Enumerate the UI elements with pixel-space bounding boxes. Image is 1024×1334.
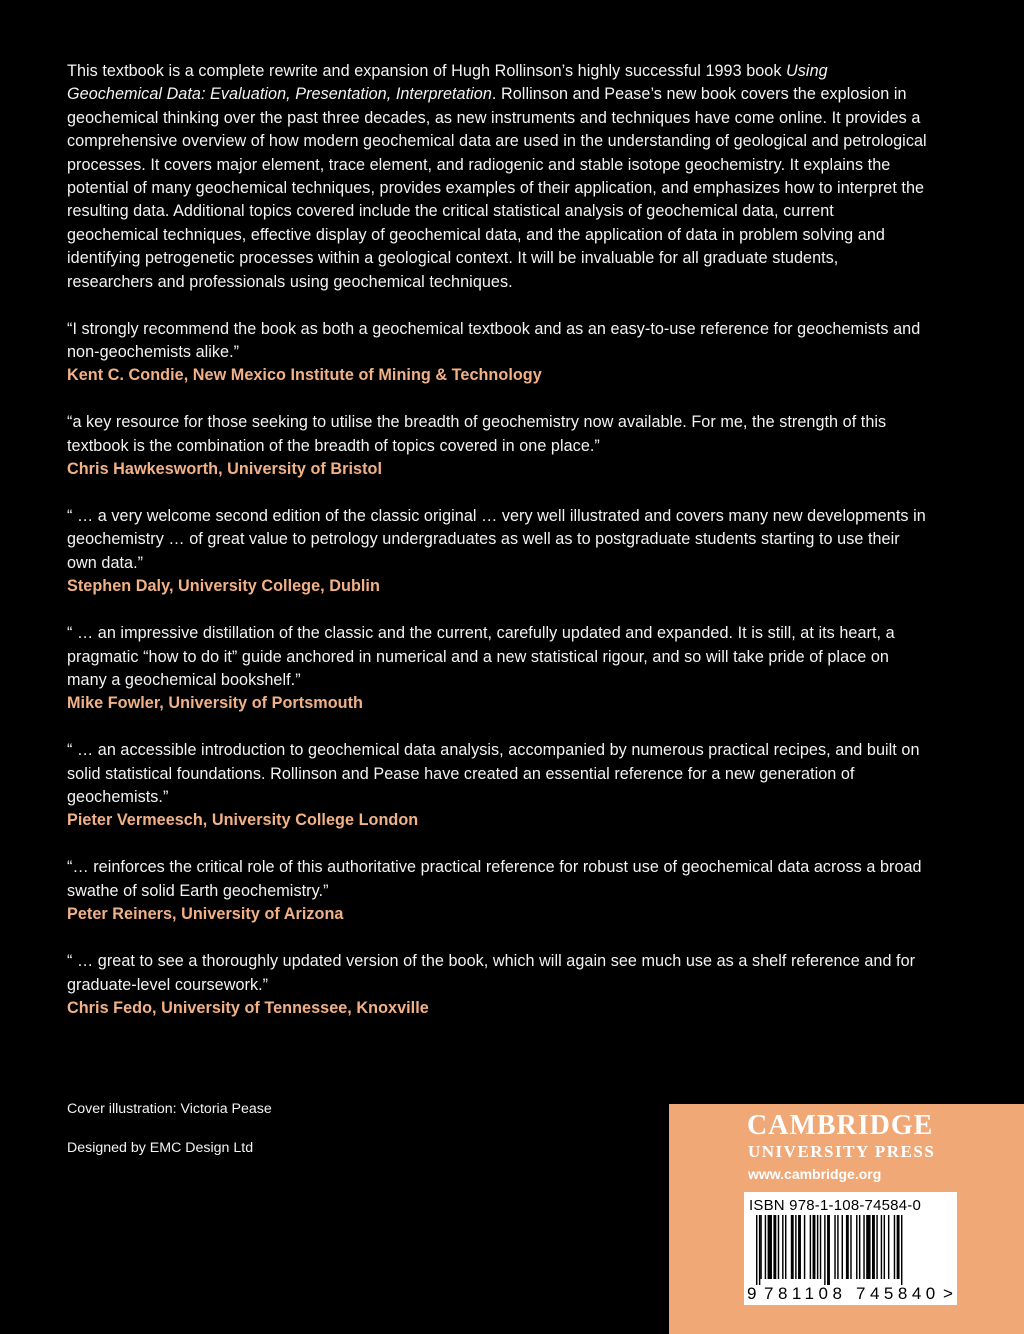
barcode-bar	[881, 1215, 882, 1279]
barcode-bar	[765, 1215, 766, 1279]
barcode-right-digits: 745840	[856, 1284, 940, 1303]
review-4	[67, 622, 927, 716]
barcode-bar	[778, 1215, 779, 1279]
barcode-bar	[866, 1215, 870, 1279]
barcode-bar	[820, 1215, 821, 1279]
barcode-bar	[827, 1215, 830, 1285]
publisher-website: www.cambridge.org	[748, 1166, 882, 1182]
review-attribution: Mike Fowler, University of Portsmouth	[67, 694, 363, 713]
blurb-part2: . Rollinson and Pease’s new book covers the explosion in geochemical thinking over the past three decades, as new instruments and techniques have come online. It provides a comprehensive overview of how modern geochemical data are used in the understanding of geological and petrological processes. It covers major element, trace element, and radiogenic and stable isotope geochemistry. It explains the potential of many geochemical techniques, provides examples of their application, and emphasizes how to interpret the resulting data. Additional topics covered include the critical statistical analysis of geochemical data, current geochemical techniques, effective display of geochemical data, and the application of data in problem solving and identifying petrogenetic processes within a geological context. It will be invaluable for all graduate students, researchers and professionals using geochemical techniques.	[67, 85, 927, 291]
barcode-bar	[876, 1215, 877, 1279]
review-1	[67, 318, 927, 388]
review-6	[67, 856, 927, 926]
barcode-bar	[894, 1215, 895, 1279]
review-quote: “ … a very welcome second edition of the classic original … very well illustrated and covers many new developments in geochemistry … of great value to petrology undergraduates as well as to postgraduate students starting to use their own data.”	[67, 507, 926, 572]
barcode-bar	[842, 1215, 843, 1279]
barcode-bar	[795, 1215, 796, 1279]
review-3	[67, 505, 927, 599]
review-attribution: Kent C. Condie, New Mexico Institute of Mining & Technology	[67, 366, 542, 385]
barcode-bars	[744, 1215, 957, 1285]
barcode-bar	[859, 1215, 860, 1279]
barcode-bar	[782, 1215, 783, 1279]
barcode-left-digits: 781108	[764, 1284, 847, 1303]
barcode-bar	[817, 1215, 818, 1279]
barcode-bar	[791, 1215, 794, 1279]
barcode-bar	[901, 1215, 902, 1285]
barcode-bar	[872, 1215, 875, 1279]
review-quote: “I strongly recommend the book as both a geochemical textbook and as an easy-to-use reference for geochemists and non-geochemists alike.”	[67, 319, 921, 361]
review-attribution: Pieter Vermeesch, University College London	[67, 811, 419, 830]
review-attribution: Peter Reiners, University of Arizona	[67, 905, 344, 924]
barcode-bar	[813, 1215, 816, 1279]
review-quote: “ … an accessible introduction to geochemical data analysis, accompanied by numerous practical recipes, and built on solid statistical foundations. Rollinson and Pease have created an essential reference for a new generation of geochemists.”	[67, 741, 920, 807]
isbn-label: ISBN 978-1-108-74584-0	[749, 1197, 922, 1214]
barcode-bar	[773, 1215, 776, 1279]
review-attribution: Chris Hawkesworth, University of Bristol	[67, 460, 383, 479]
barcode-bar	[834, 1215, 835, 1279]
barcode-lead-digit: 9	[747, 1284, 757, 1303]
barcode-bar	[785, 1215, 786, 1279]
cover-illustration-credit: Cover illustration: Victoria Pease	[67, 1101, 272, 1117]
barcode-bar	[863, 1215, 864, 1279]
blurb-italic-title: Using Geochemical Data: Evaluation, Presentation, Interpretation	[67, 62, 828, 104]
barcode-bar	[760, 1215, 761, 1279]
review-attribution: Stephen Daly, University College, Dublin	[67, 577, 380, 596]
review-5	[67, 739, 927, 833]
barcode-bar	[850, 1215, 851, 1279]
barcode-bar	[897, 1215, 900, 1279]
cover-credits	[67, 1099, 272, 1177]
designer-credit: Designed by EMC Design Ltd	[67, 1140, 254, 1156]
barcode-bar	[846, 1215, 849, 1279]
barcode-bar	[804, 1215, 805, 1279]
isbn-barcode	[744, 1192, 957, 1305]
review-2	[67, 411, 927, 481]
review-quote: “ … an impressive distillation of the classic and the current, carefully updated and expanded. It is still, at its heart, a pragmatic “how to do it” guide anchored in numerical and a new statistical rigour, and so will take pride of place on many a geochemical bookshelf.”	[67, 624, 895, 689]
barcode-bar	[888, 1215, 889, 1279]
barcode-bar	[759, 1215, 760, 1285]
barcode-quiet-zone-mark: >	[943, 1284, 953, 1303]
publisher-logo-subname: UNIVERSITY PRESS	[748, 1142, 936, 1161]
barcode-bar	[856, 1215, 857, 1279]
barcode-bar	[798, 1215, 801, 1279]
barcode-bar	[837, 1215, 838, 1279]
book-blurb	[67, 60, 927, 294]
publisher-panel	[669, 1104, 1024, 1334]
review-quote: “ … great to see a thoroughly updated version of the book, which will again see much use as a shelf reference and for graduate-level coursework.”	[67, 952, 916, 994]
barcode-bar	[884, 1215, 885, 1279]
blurb-part1: This textbook is a complete rewrite and expansion of Hugh Rollinson’s highly successful 1993 book	[67, 62, 787, 80]
publisher-logo-name: CAMBRIDGE	[747, 1110, 934, 1141]
cover-copy	[67, 60, 927, 1044]
barcode-bar	[756, 1215, 757, 1285]
barcode-bar	[768, 1215, 772, 1279]
review-7	[67, 950, 927, 1020]
review-attribution: Chris Fedo, University of Tennessee, Knoxville	[67, 998, 429, 1017]
barcode-bar	[824, 1215, 825, 1285]
barcode-digits	[744, 1284, 957, 1304]
review-quote: “… reinforces the critical role of this authoritative practical reference for robust use of geochemical data across a broad swathe of solid Earth geochemistry.”	[67, 858, 922, 900]
barcode-bar	[810, 1215, 811, 1279]
review-quote: “a key resource for those seeking to utilise the breadth of geochemistry now available. For me, the strength of this textbook is the combination of the breadth of topics covered in one place.”	[67, 413, 887, 455]
